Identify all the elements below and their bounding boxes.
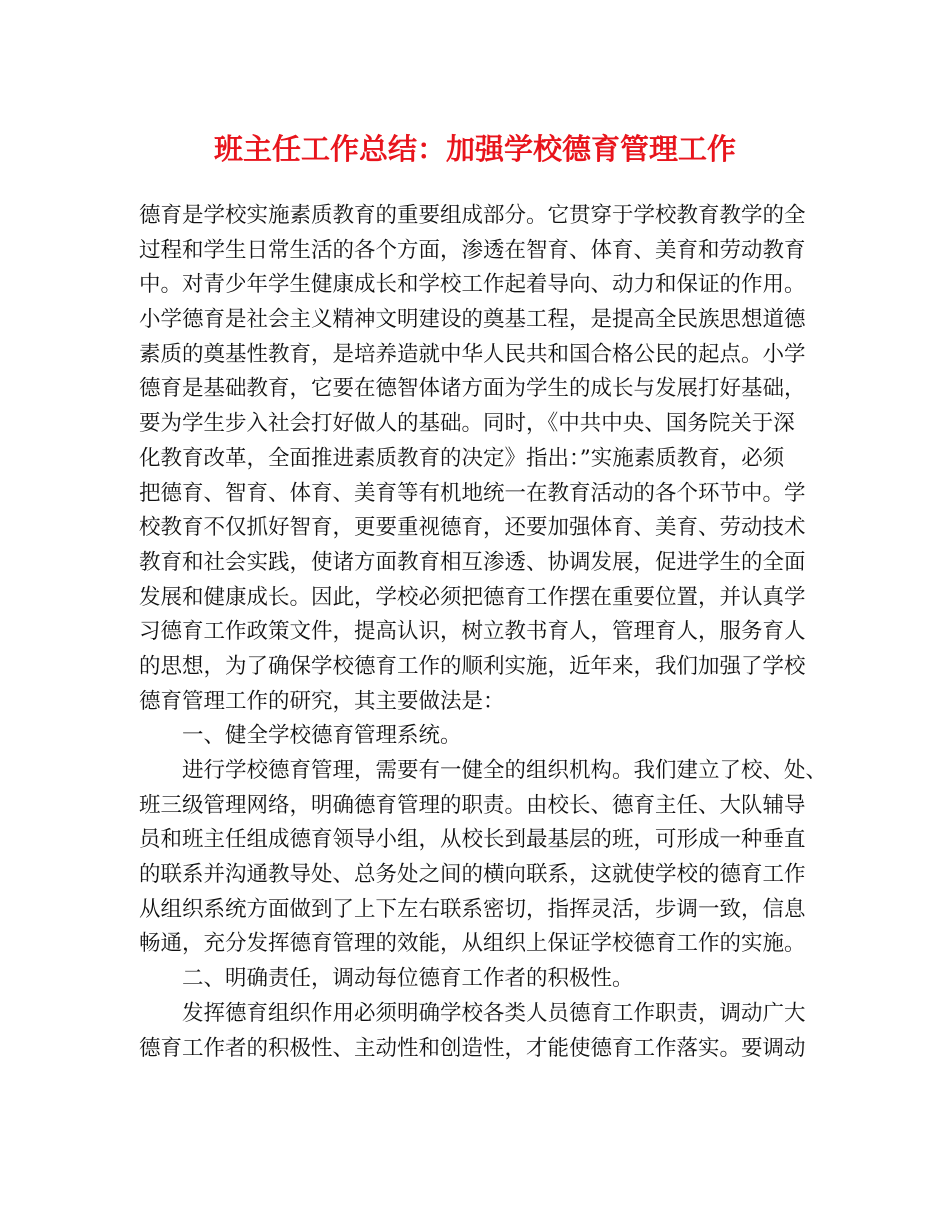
- body-line: 的思想，为了确保学校德育工作的顺利实施，近年来，我们加强了学校: [139, 653, 806, 679]
- body-line: 畅通，充分发挥德育管理的效能，从组织上保证学校德育工作的实施。: [139, 931, 806, 957]
- section-heading: 二、明确责任，调动每位德育工作者的积极性。: [182, 966, 634, 992]
- body-line: 发展和健康成长。因此，学校必须把德育工作摆在重要位置，并认真学: [139, 584, 806, 610]
- body-line: 员和班主任组成德育领导小组，从校长到最基层的班，可形成一种垂直: [139, 827, 806, 853]
- body-line: 习德育工作政策文件，提高认识，树立教书育人，管理育人，服务育人: [139, 619, 806, 645]
- body-line: 校教育不仅抓好智育，更要重视德育，还要加强体育、美育、劳动技术: [139, 515, 806, 541]
- body-line: 教育和社会实践，使诸方面教育相互渗透、协调发展，促进学生的全面: [139, 549, 806, 575]
- document-body: [139, 199, 828, 1066]
- body-line: 发挥德育组织作用必须明确学校各类人员德育工作职责，调动广大: [182, 1000, 806, 1026]
- body-line: 从组织系统方面做到了上下左右联系密切，指挥灵活，步调一致，信息: [139, 896, 806, 922]
- body-line: 过程和学生日常生活的各个方面，渗透在智育、体育、美育和劳动教育: [139, 237, 806, 263]
- body-line: 把德育、智育、体育、美育等有机地统一在教育活动的各个环节中。学: [139, 480, 806, 506]
- section-heading: 一、健全学校德育管理系统。: [182, 723, 462, 749]
- body-line: 素质的奠基性教育，是培养造就中华人民共和国合格公民的起点。小学: [139, 341, 806, 367]
- document-title: 班主任工作总结：加强学校德育管理工作: [213, 132, 736, 166]
- body-line: 中。对青少年学生健康成长和学校工作起着导向、动力和保证的作用。: [139, 272, 806, 298]
- body-line: 德育是基础教育，它要在德智体诸方面为学生的成长与发展打好基础，: [139, 376, 806, 402]
- body-line: 小学德育是社会主义精神文明建设的奠基工程，是提高全民族思想道德: [139, 307, 806, 333]
- body-line: 进行学校德育管理，需要有一健全的组织机构。我们建立了校、处、: [182, 758, 828, 783]
- body-line: 化教育改革，全面推进素质教育的决定》指出：”实施素质教育，必须: [139, 445, 785, 471]
- body-line: 德育工作者的积极性、主动性和创造性，才能使德育工作落实。要调动: [139, 1035, 806, 1061]
- body-line: 德育是学校实施素质教育的重要组成部分。它贯穿于学校教育教学的全: [139, 203, 806, 228]
- body-line: 的联系并沟通教导处、总务处之间的横向联系，这就使学校的德育工作: [139, 862, 806, 888]
- body-line: 要为学生步入社会打好做人的基础。同时，《中共中央、国务院关于深: [139, 411, 795, 437]
- body-line: 德育管理工作的研究，其主要做法是：: [139, 688, 505, 714]
- body-line: 班三级管理网络，明确德育管理的职责。由校长、德育主任、大队辅导: [139, 792, 806, 818]
